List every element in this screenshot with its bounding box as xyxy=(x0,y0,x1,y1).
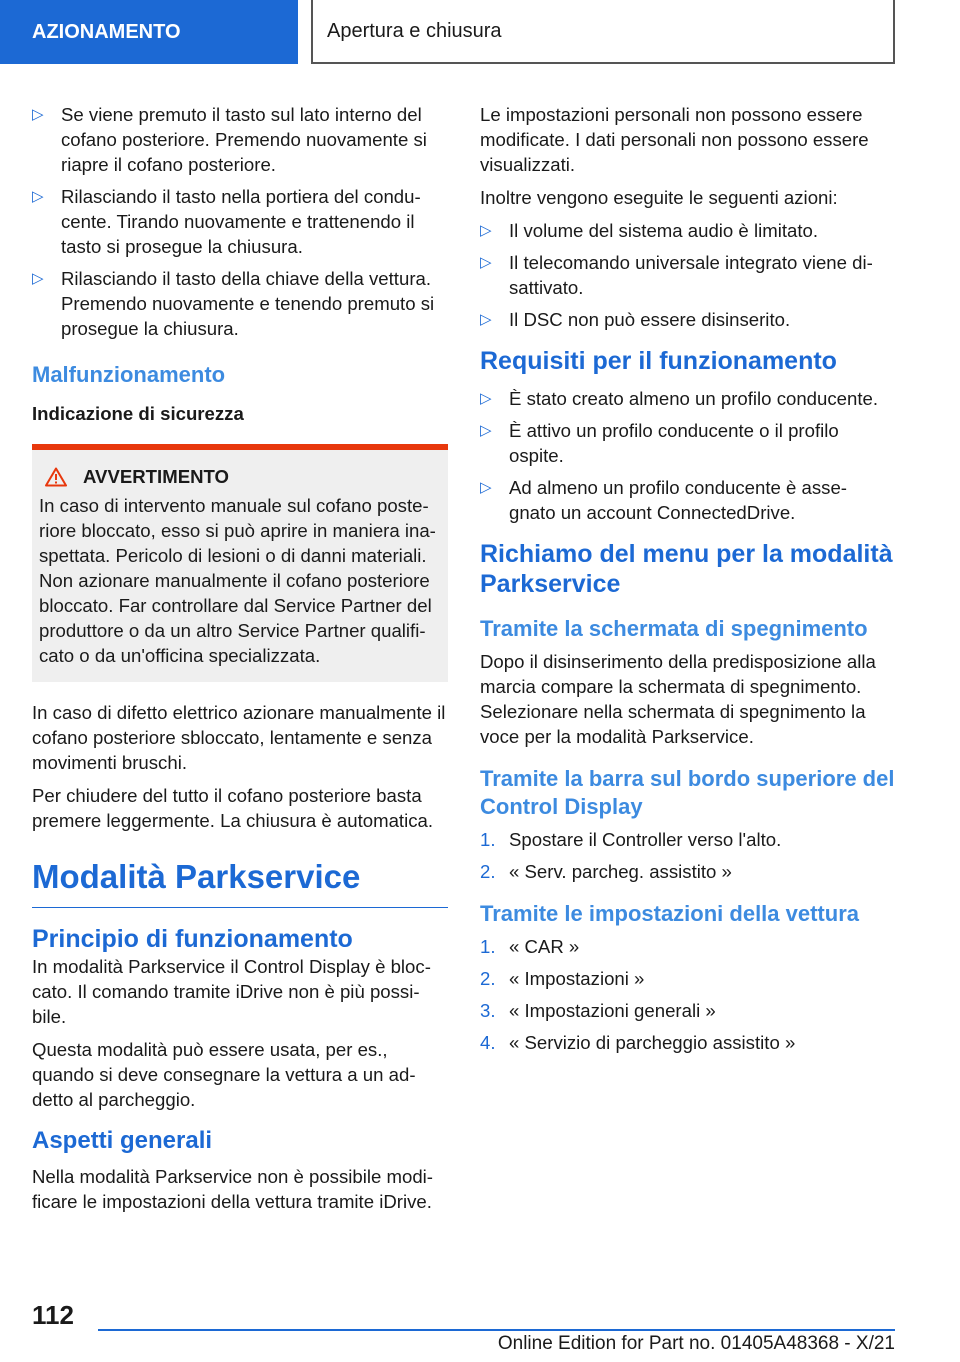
requirements-heading: Requisiti per il funzionamento xyxy=(480,347,837,375)
edition-text: Online Edition for Part no. 01405A48368 - X/21 xyxy=(497,1333,895,1354)
warning-box xyxy=(32,444,448,682)
step-text: « CAR » xyxy=(509,936,580,957)
warning-body: In caso di intervento manuale sul cofano poste- riore bloccato, esso si può aprire in maniera ina- spettata. Pericolo di lesioni o di danni materiali. Non azionare manualmente il cofano posteriore bloccato. Far controllare dal Service Partner del produttore o da un altro Service Partner qualifi- cato o da un'officina specializzata. xyxy=(39,495,436,666)
menu-heading: Richiamo del menu per la modalità Parkservice xyxy=(480,540,893,598)
list-item xyxy=(480,827,898,852)
step-number: 3. xyxy=(480,1000,496,1021)
paragraph: In modalità Parkservice il Control Display è bloc- cato. Il comando tramite iDrive non è più possi- bile. xyxy=(32,956,431,1027)
list-item: ▷ Il DSC non può essere disinserito. xyxy=(480,307,898,332)
step-text: « Servizio di parcheggio assistito » xyxy=(509,1032,796,1053)
closing-methods-list xyxy=(32,102,448,341)
list-item xyxy=(480,998,898,1023)
list-item xyxy=(480,859,898,884)
list-item: ▷ Il telecomando universale integrato viene di- sattivato. xyxy=(480,250,898,300)
list-item: ▷ È attivo un profilo conducente o il profilo ospite. xyxy=(480,418,898,468)
step-text: Spostare il Controller verso l'alto. xyxy=(509,829,782,850)
bar-heading: Tramite la barra sul bordo superiore del Control Display xyxy=(480,766,895,819)
step-text: « Impostazioni » xyxy=(509,968,645,989)
bar-steps-list xyxy=(480,827,898,884)
list-item: ▷ Il volume del sistema audio è limitato. xyxy=(480,218,898,243)
settings-heading: Tramite le impostazioni della vettura xyxy=(480,901,859,926)
chapter-tab: AZIONAMENTO xyxy=(0,0,298,64)
section-title: Apertura e chiusura xyxy=(311,0,895,64)
step-number: 2. xyxy=(480,968,496,989)
paragraph: Inoltre vengono eseguite le seguenti azioni: xyxy=(480,187,838,208)
paragraph: Le impostazioni personali non possono essere modificate. I dati personali non possono essere visualizzati. xyxy=(480,104,869,175)
list-item: ▷ Se viene premuto il tasto sul lato interno del cofano posteriore. Premendo nuovamente si riapre il cofano posteriore. xyxy=(32,102,448,177)
paragraph: In caso di difetto elettrico azionare manualmente il cofano posteriore sbloccato, lentamente e senza movimenti bruschi. xyxy=(32,702,446,773)
screen-heading: Tramite la schermata di spegnimento xyxy=(480,616,868,641)
requirements-list xyxy=(480,386,898,525)
left-column xyxy=(32,102,448,1222)
step-number: 1. xyxy=(480,936,496,957)
safety-heading: Indicazione di sicurezza xyxy=(32,403,244,424)
list-item: ▷ È stato creato almeno un profilo conducente. xyxy=(480,386,898,411)
general-heading: Aspetti generali xyxy=(32,1127,213,1154)
step-text: « Serv. parcheg. assistito » xyxy=(509,861,732,882)
paragraph: Per chiudere del tutto il cofano posteriore basta premere leggermente. La chiusura è automatica. xyxy=(32,785,434,831)
warning-title: AVVERTIMENTO xyxy=(83,466,230,487)
list-item: ▷ Rilasciando il tasto nella portiera del condu- cente. Tirando nuovamente e trattenendo il tasto si prosegue la chiusura. xyxy=(32,184,448,259)
list-item: ▷ Ad almeno un profilo conducente è asse- gnato un account ConnectedDrive. xyxy=(480,475,898,525)
warning-triangle-icon xyxy=(45,467,67,487)
page-number: 112 xyxy=(32,1300,74,1330)
list-item: ▷ Rilasciando il tasto della chiave della vettura. Premendo nuovamente e tenendo premuto si prosegue la chiusura. xyxy=(32,266,448,341)
list-item xyxy=(480,966,898,991)
step-text: « Impostazioni generali » xyxy=(509,1000,716,1021)
malfunction-heading: Malfunzionamento xyxy=(32,362,226,387)
paragraph: Dopo il disinserimento della predisposizione alla marcia compare la schermata di spegnimento. Selezionare nella schermata di spegnimento la voce per la modalità Parkservice. xyxy=(480,651,876,747)
step-number: 2. xyxy=(480,861,496,882)
chapter-heading: Modalità Parkservice xyxy=(32,857,448,908)
step-number: 4. xyxy=(480,1032,496,1053)
warning-title-row xyxy=(39,464,440,489)
settings-steps-list xyxy=(480,934,898,1055)
right-column xyxy=(480,102,898,1062)
actions-list xyxy=(480,218,898,332)
list-item xyxy=(480,1030,898,1055)
paragraph: Nella modalità Parkservice non è possibile modi- ficare le impostazioni della vettura tramite iDrive. xyxy=(32,1166,433,1212)
step-number: 1. xyxy=(480,829,496,850)
paragraph: Questa modalità può essere usata, per es., quando si deve consegnare la vettura a un ad- detto al parcheggio. xyxy=(32,1039,416,1110)
principle-heading: Principio di funzionamento xyxy=(32,925,353,953)
footer-divider xyxy=(98,1329,895,1331)
list-item xyxy=(480,934,898,959)
